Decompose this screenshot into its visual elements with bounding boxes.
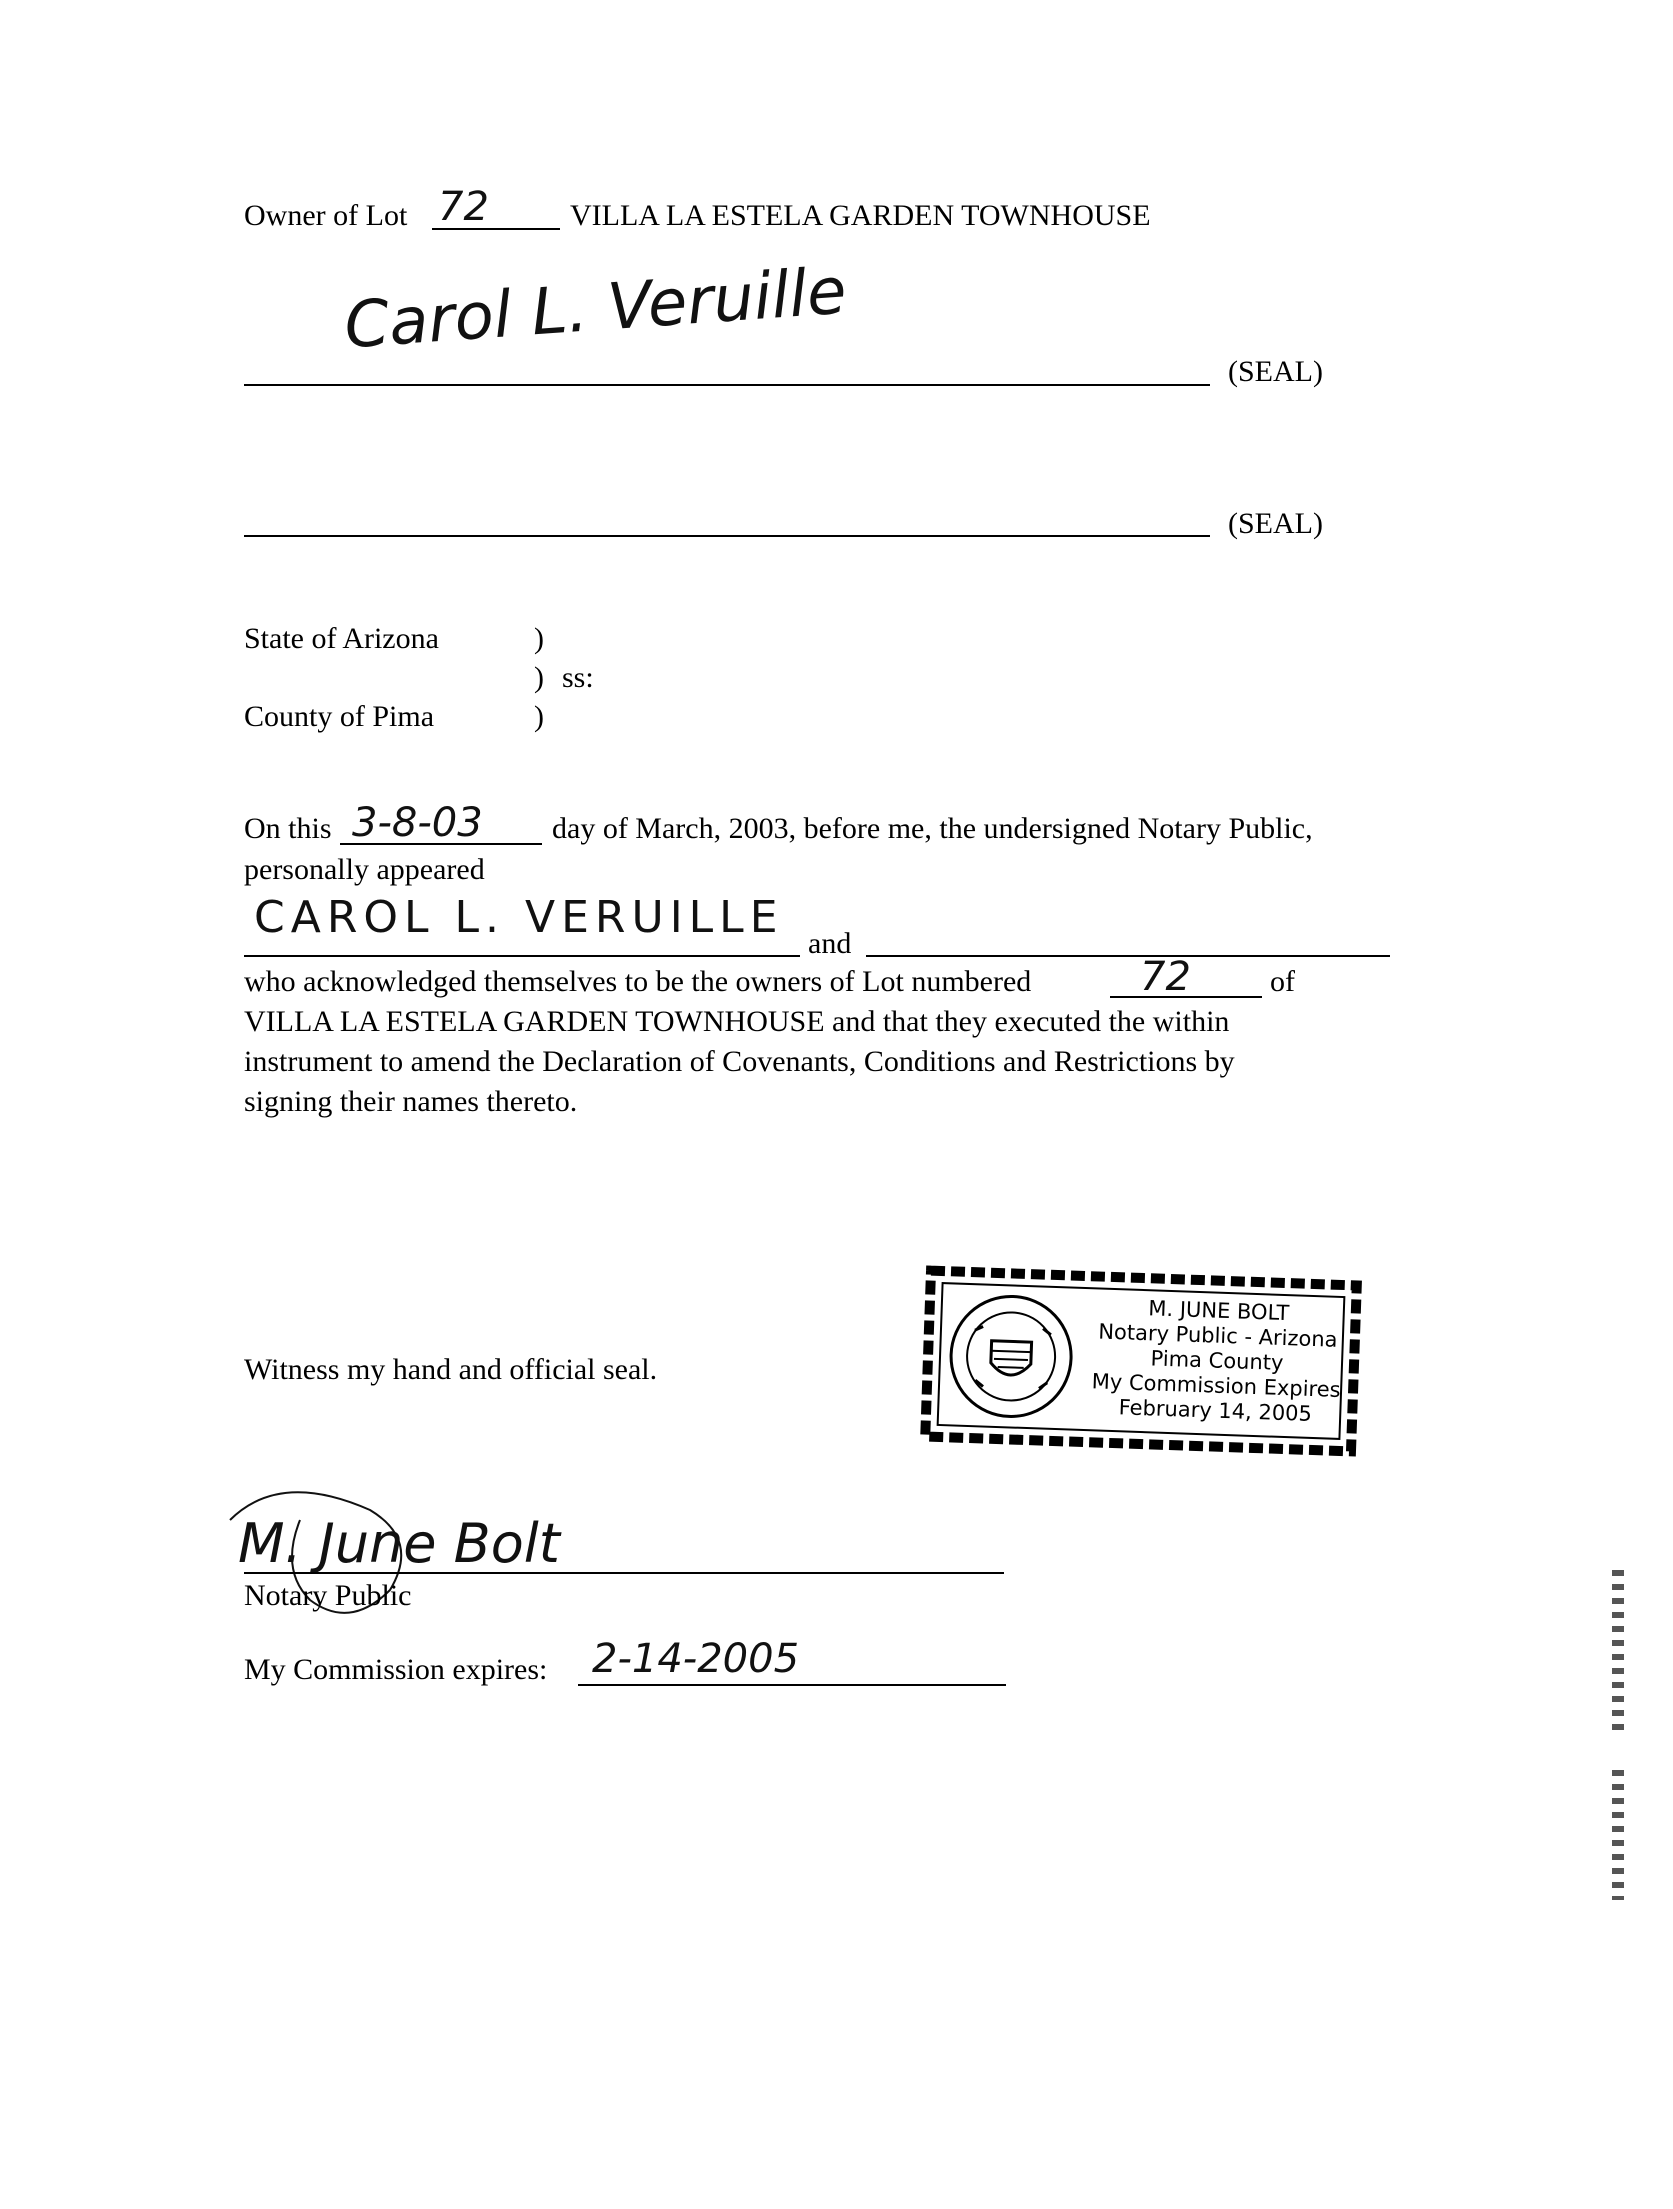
venue-paren-3: ) [534,700,544,733]
venue-ss: ss: [562,661,594,694]
notary-signature: M. June Bolt [238,1512,560,1575]
subdivision-name: VILLA LA ESTELA GARDEN TOWNHOUSE [570,199,1151,232]
commission-date-line [578,1684,1006,1686]
stamp-date: February 14, 2005 [1118,1395,1313,1426]
seal-label-1: (SEAL) [1228,355,1323,388]
venue-paren-1: ) [534,622,544,655]
lot-number-handwritten: 72 [438,184,489,230]
notary-stamp [919,1264,1363,1457]
commission-date-handwritten: 2-14-2005 [592,1636,800,1682]
owner-of-lot-label: Owner of Lot [244,199,408,232]
notary-public-label: Notary Public [244,1579,412,1612]
stamp-county: Pima County [1150,1346,1284,1375]
appeared-name-handwritten: CAROL L. VERUILLE [254,892,784,943]
second-name-line [866,955,1390,957]
venue-state: State of Arizona [244,622,439,655]
scan-mark-bottom [1612,1770,1624,1900]
owner-signature-line-2 [244,535,1210,537]
notary-signature-line [244,1572,1004,1574]
stamp-commission: My Commission Expires [1091,1369,1341,1402]
commission-expires-label: My Commission expires: [244,1653,548,1686]
seal-label-2: (SEAL) [1228,507,1323,540]
lot-numbered-handwritten: 72 [1140,954,1191,1000]
venue-county: County of Pima [244,700,435,733]
witness-text: Witness my hand and official seal. [244,1353,658,1386]
ack-line-4: signing their names thereto. [244,1085,578,1118]
owner-signature: Carol L. Veruille [342,254,849,364]
date-handwritten: 3-8-03 [352,800,483,846]
appeared-name-line [244,955,800,957]
day-of-text: day of March, 2003, before me, the undersigned Notary Public, [552,812,1313,845]
ack-line-1-end: of [1270,965,1295,998]
state-seal-icon [944,1289,1078,1423]
venue-paren-2: ) [534,661,544,694]
ack-line-2: VILLA LA ESTELA GARDEN TOWNHOUSE and that they executed the within [244,1005,1230,1038]
personally-appeared: personally appeared [244,853,485,886]
ack-line-1-start: who acknowledged themselves to be the owners of Lot numbered [244,965,1032,998]
and-label: and [808,927,852,960]
stamp-title: Notary Public - Arizona [1097,1319,1338,1352]
stamp-name: M. JUNE BOLT [1147,1296,1290,1326]
owner-signature-line-1 [244,384,1210,386]
ack-line-3: instrument to amend the Declaration of Covenants, Conditions and Restrictions by [244,1045,1235,1078]
scan-mark-top [1612,1570,1624,1730]
on-this-label: On this [244,812,332,845]
